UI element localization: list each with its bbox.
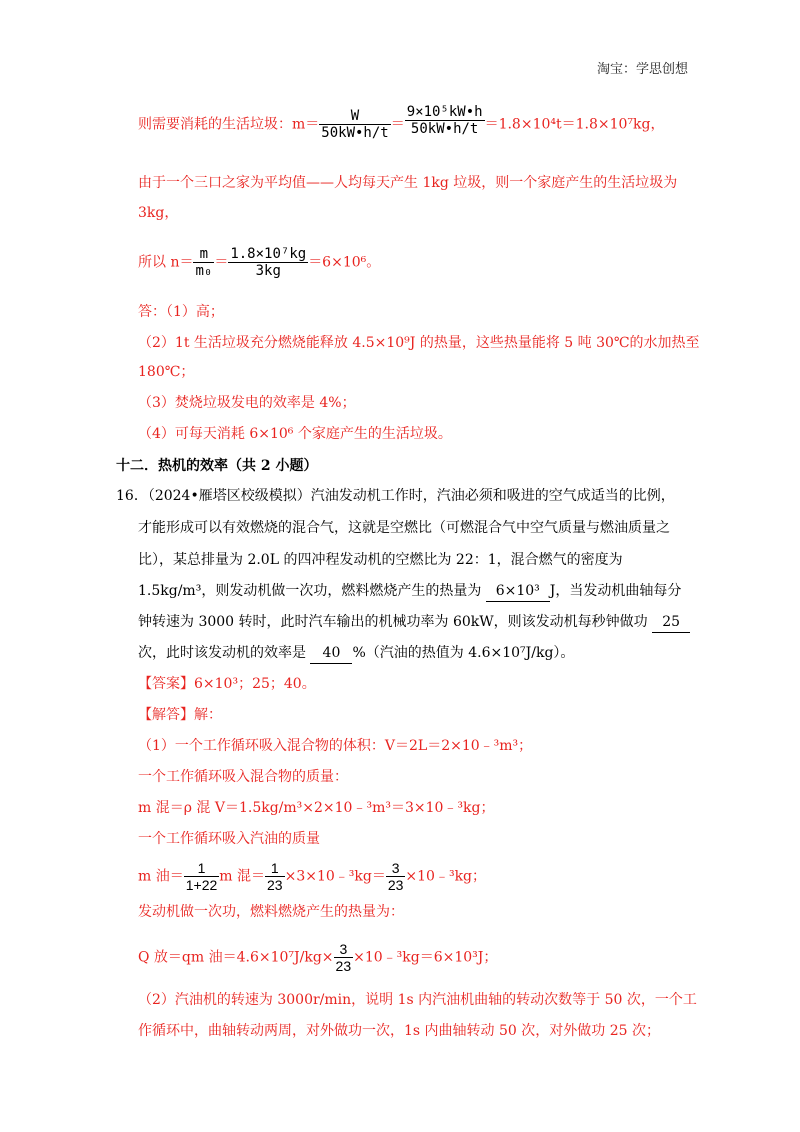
answer-line: （2）1t 生活垃圾充分燃烧能释放 4.5×10⁹J 的热量，这些热量能将 5 吨 30℃的水加热至 bbox=[138, 335, 700, 351]
question-line: 钟转速为 3000 转时，此时汽车输出的机械功率为 60kW，则该发动机每秒钟做功 25 bbox=[138, 612, 690, 633]
question-line: 比），某总排量为 2.0L 的四冲程发动机的空燃比为 22：1，混合燃气的密度为 bbox=[138, 552, 623, 568]
solution-line: m 混＝ρ 混 V＝1.5kg/m³×2×10﹣³m³＝3×10﹣³kg； bbox=[138, 800, 495, 816]
solution-line: （2）汽油机的转速为 3000r/min，说明 1s 内汽油机曲轴的转动次数等于 50 次，一个工 bbox=[138, 992, 697, 1008]
equation-prefix: 则需要消耗的生活垃圾：m＝ bbox=[138, 116, 320, 133]
paragraph-line: 由于一个三口之家为平均值——人均每天产生 1kg 垃圾，则一个家庭产生的生活垃圾为 bbox=[138, 175, 678, 191]
question-line: 1.5kg/m³，则发动机做一次功，燃料燃烧产生的热量为 6×10³ J，当发动机曲轴每分 bbox=[138, 581, 681, 602]
fraction: $\frac{3}{23}$ bbox=[335, 941, 352, 974]
solution-line: 作循环中，曲轴转动两周，对外做功一次，1s 内曲轴转动 50 次，对外做功 25 次； bbox=[138, 1023, 660, 1039]
fraction: $\frac{\text{1.8×10⁷kg}}{3kg}$ bbox=[230, 246, 307, 279]
answer-blank: 6×10³ bbox=[486, 581, 550, 602]
equation-count: 所以 n＝ $\frac{m}{\text{m₀}}$ ＝ $\frac{\text{1.8×10⁷kg}}{3kg}$ ＝6×10⁶。 bbox=[138, 246, 381, 279]
equation-heat: Q 放＝qm 油＝4.6×10⁷J/kg× $\frac{3}{23}$ ×10﹣³kg＝6×10³J； bbox=[138, 941, 498, 974]
solution-line: 一个工作循环吸入汽油的质量 bbox=[138, 831, 320, 847]
answer-summary: 【答案】6×10³；25；40。 bbox=[138, 676, 316, 692]
question-line: 才能形成可以有效燃烧的混合气，这就是空燃比（可燃混合气中空气质量与燃油质量之 bbox=[138, 520, 670, 536]
answer-line: 答：（1）高； bbox=[138, 304, 224, 320]
answer-line: 180℃； bbox=[138, 364, 195, 380]
fraction: $\frac{1}{1+22}$ bbox=[185, 860, 218, 893]
equation-gas-mass: m 油＝ $\frac{1}{1+22}$ m 混＝ $\frac{1}{23}$ ×3×10﹣³kg＝ $\frac{3}{23}$ ×10﹣³kg； bbox=[138, 860, 487, 893]
question-line: 次，此时该发动机的效率是 40 %（汽油的热值为 4.6×10⁷J/kg）。 bbox=[138, 643, 574, 664]
answer-line: （3）焚烧垃圾发电的效率是 4%； bbox=[138, 395, 356, 411]
solution-line: 一个工作循环吸入混合物的质量： bbox=[138, 769, 348, 785]
fraction: $\frac{3}{23}$ bbox=[387, 860, 404, 893]
page-header: 淘宝：学思创想 bbox=[596, 62, 688, 77]
equation-result: ＝1.8×10⁴t＝1.8×10⁷kg， bbox=[484, 116, 665, 133]
question-line: 16．（2024•雁塔区校级模拟）汽油发动机工作时，汽油必须和吸进的空气成适当的比例， bbox=[116, 488, 675, 504]
fraction: $\frac{m}{\text{m₀}}$ bbox=[195, 246, 213, 279]
equation-mass: 则需要消耗的生活垃圾：m＝ $\frac{W}{50kW•h/t}$ ＝ $\frac{\text{9×10⁵kW•h}}{50kW•h/t}$ ＝1.8×10⁴t＝1.8×10⁷kg， bbox=[138, 104, 665, 141]
paragraph-line: 3kg， bbox=[138, 205, 179, 221]
fraction: $\frac{\text{9×10⁵kW•h}}{50kW•h/t}$ bbox=[406, 104, 483, 137]
fraction: $\frac{W}{50kW•h/t}$ bbox=[321, 108, 389, 141]
solution-heading: 【解答】解： bbox=[138, 707, 222, 723]
answer-blank: 40 bbox=[310, 643, 352, 664]
section-title: 十二．热机的效率（共 2 小题） bbox=[116, 458, 318, 474]
answer-line: （4）可每天消耗 6×10⁶ 个家庭产生的生活垃圾。 bbox=[138, 426, 452, 442]
answer-blank: 25 bbox=[652, 612, 690, 633]
solution-line: （1）一个工作循环吸入混合物的体积：V＝2L＝2×10﹣³m³； bbox=[138, 738, 533, 754]
fraction: $\frac{1}{23}$ bbox=[267, 860, 283, 893]
solution-line: 发动机做一次功，燃料燃烧产生的热量为： bbox=[138, 904, 404, 920]
